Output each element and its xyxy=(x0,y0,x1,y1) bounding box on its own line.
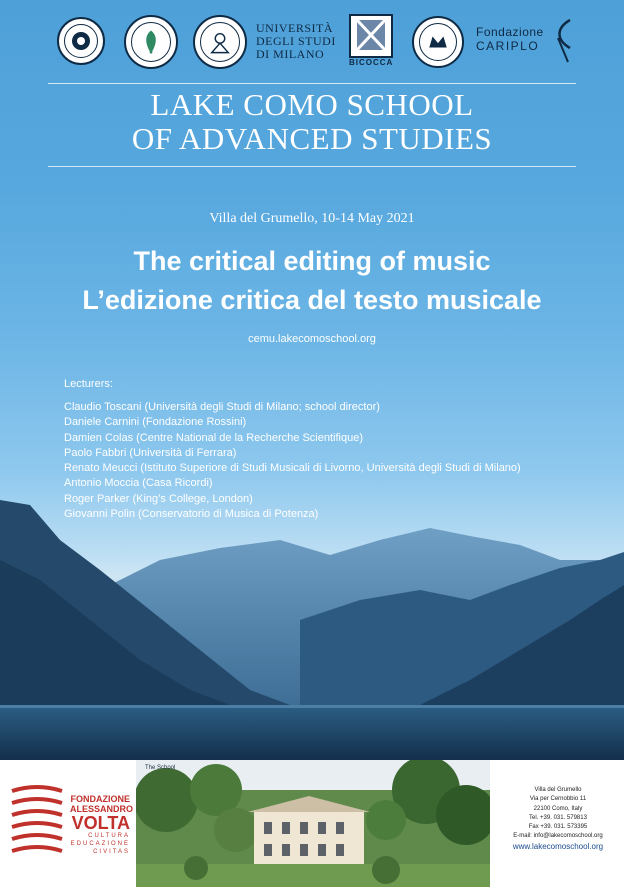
lecturers-list xyxy=(64,400,521,522)
unimi-wordmark: UNIVERSITÀ DEGLI STUDI DI MILANO xyxy=(256,21,336,61)
school-title-line-2: OF ADVANCED STUDIES xyxy=(131,121,493,156)
header-rule-top xyxy=(48,83,576,84)
volta-foundation-wordmark: FONDAZIONE ALESSANDRO VOLTA CULTURA EDUCAZIONE CIVITAS xyxy=(70,794,134,855)
venue-date: Villa del Grumello, 10-14 May 2021 xyxy=(209,211,415,226)
lecturer-item: Damien Colas (Centre National de la Recherche Scientifique) xyxy=(64,431,363,444)
lecturer-item: Claudio Toscani (Università degli Studi di Milano; school director) xyxy=(64,401,380,413)
footer xyxy=(0,760,624,887)
cariplo-symbol-icon xyxy=(552,18,574,64)
volta-foundation-logo-icon xyxy=(8,783,66,855)
school-website-link[interactable]: www.lakecomoschool.org xyxy=(512,841,604,851)
school-title-line-1: LAKE COMO SCHOOL xyxy=(150,87,474,122)
photo-caption: The School xyxy=(145,765,176,771)
lecturer-item: Antonio Moccia (Casa Ricordi) xyxy=(64,477,213,490)
bicocca-label: BICOCCA xyxy=(349,58,394,67)
lecturer-item: Paolo Fabbri (Università di Ferrara) xyxy=(64,446,237,459)
lecturer-item: Roger Parker (King’s College, London) xyxy=(64,492,253,505)
lake xyxy=(0,705,624,760)
university-insubria-seal-icon xyxy=(124,15,178,69)
villa-photo xyxy=(136,760,490,887)
cariplo-wordmark: Fondazione CARIPLO xyxy=(476,25,544,53)
course-title-italian: L’edizione critica del testo musicale xyxy=(82,285,542,315)
lecturer-item: Renato Meucci (Istituto Superiore di Studi Musicali di Livorno, Università degli Studi di Milano) xyxy=(64,462,521,475)
contact-block: Villa del Grumello Via per Cernobbio 11 22100 Como, Italy Tel. +39. 031. 579813 Fax +39. 031. 573395 E-mail: info@lakecomoschool.org www.lakecomoschool.org xyxy=(500,786,616,851)
partner-logos-row xyxy=(0,10,624,72)
course-website: cemu.lakecomoschool.org xyxy=(248,333,376,345)
lecturer-item: Daniele Carnini (Fondazione Rossini) xyxy=(64,416,247,429)
lecturer-item: Giovanni Polin (Conservatorio di Musica di Potenza) xyxy=(64,508,319,521)
bicocca-logo-icon xyxy=(349,14,393,68)
course-title-english: The critical editing of music xyxy=(133,246,491,276)
lecturers-heading: Lecturers: xyxy=(64,378,113,390)
politecnico-seal-icon xyxy=(57,17,105,65)
unimi-seal-icon xyxy=(193,15,247,69)
university-pavia-seal-icon xyxy=(412,16,464,68)
villa-building xyxy=(254,810,364,868)
header-rule-bottom xyxy=(48,166,576,167)
